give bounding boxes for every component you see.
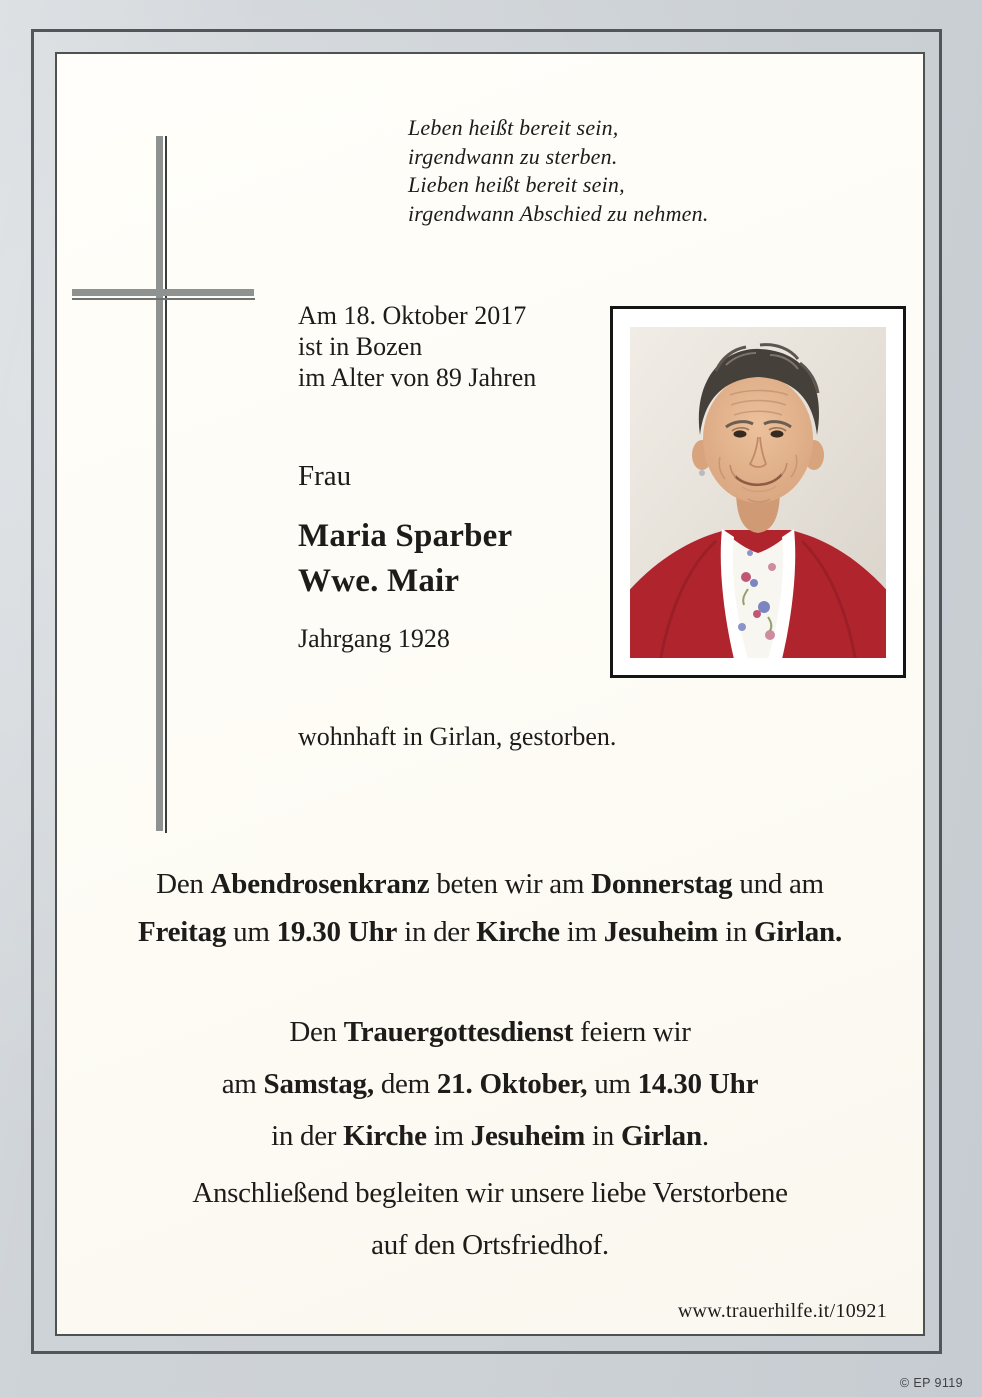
death-place-line: ist in Bozen: [298, 332, 423, 361]
portrait-illustration: [630, 326, 886, 658]
funeral-announcement-line: auf den Ortsfriedhof.: [371, 1229, 609, 1261]
deceased-name: [298, 514, 512, 604]
cross-vertical-bar: [156, 136, 163, 831]
death-date-line: Am 18. Oktober 2017: [298, 301, 527, 330]
obituary-website-url: www.trauerhilfe.it/10921: [677, 1300, 887, 1322]
rosary-announcement-line: Freitag um 19.30 Uhr in der Kirche im Jesuheim in Girlan.: [137, 916, 843, 948]
salutation: Frau: [298, 460, 352, 492]
rosary-announcement: [57, 860, 923, 956]
poem-line: irgendwann Abschied zu nehmen.: [408, 200, 709, 226]
death-age-line: im Alter von 89 Jahren: [298, 363, 537, 392]
obituary-card: [55, 52, 925, 1336]
deceased-name-line1: Maria Sparber: [298, 518, 513, 554]
funeral-announcement-line: Anschließend begleiten wir unsere liebe Verstorbene: [192, 1177, 788, 1209]
cross-horizontal-shadow-line: [72, 298, 255, 300]
poem-line: Lieben heißt bereit sein,: [408, 172, 625, 197]
poem-line: irgendwann zu sterben.: [408, 143, 618, 169]
portrait-photo: [610, 306, 906, 678]
funeral-announcement-line: in der Kirche im Jesuheim in Girlan.: [271, 1120, 709, 1152]
death-date-block: [298, 300, 536, 393]
print-copyright-code: © EP 9119: [899, 1376, 963, 1390]
deceased-name-line2: Wwe. Mair: [298, 563, 460, 599]
residence-line: wohnhaft in Girlan, gestorben.: [298, 722, 617, 751]
funeral-announcement: [57, 1006, 923, 1271]
cross-vertical-shadow-line: [165, 136, 167, 833]
rosary-announcement-line: Den Abendrosenkranz beten wir am Donnerstag und am: [156, 868, 824, 900]
birth-year: Jahrgang 1928: [298, 624, 450, 653]
poem-line: Leben heißt bereit sein,: [408, 115, 619, 140]
funeral-announcement-line: Den Trauergottesdienst feiern wir: [289, 1016, 691, 1048]
memorial-poem: [408, 114, 709, 228]
funeral-announcement-line: am Samstag, dem 21. Oktober, um 14.30 Uhr: [221, 1068, 759, 1100]
cross-horizontal-bar: [72, 289, 254, 296]
